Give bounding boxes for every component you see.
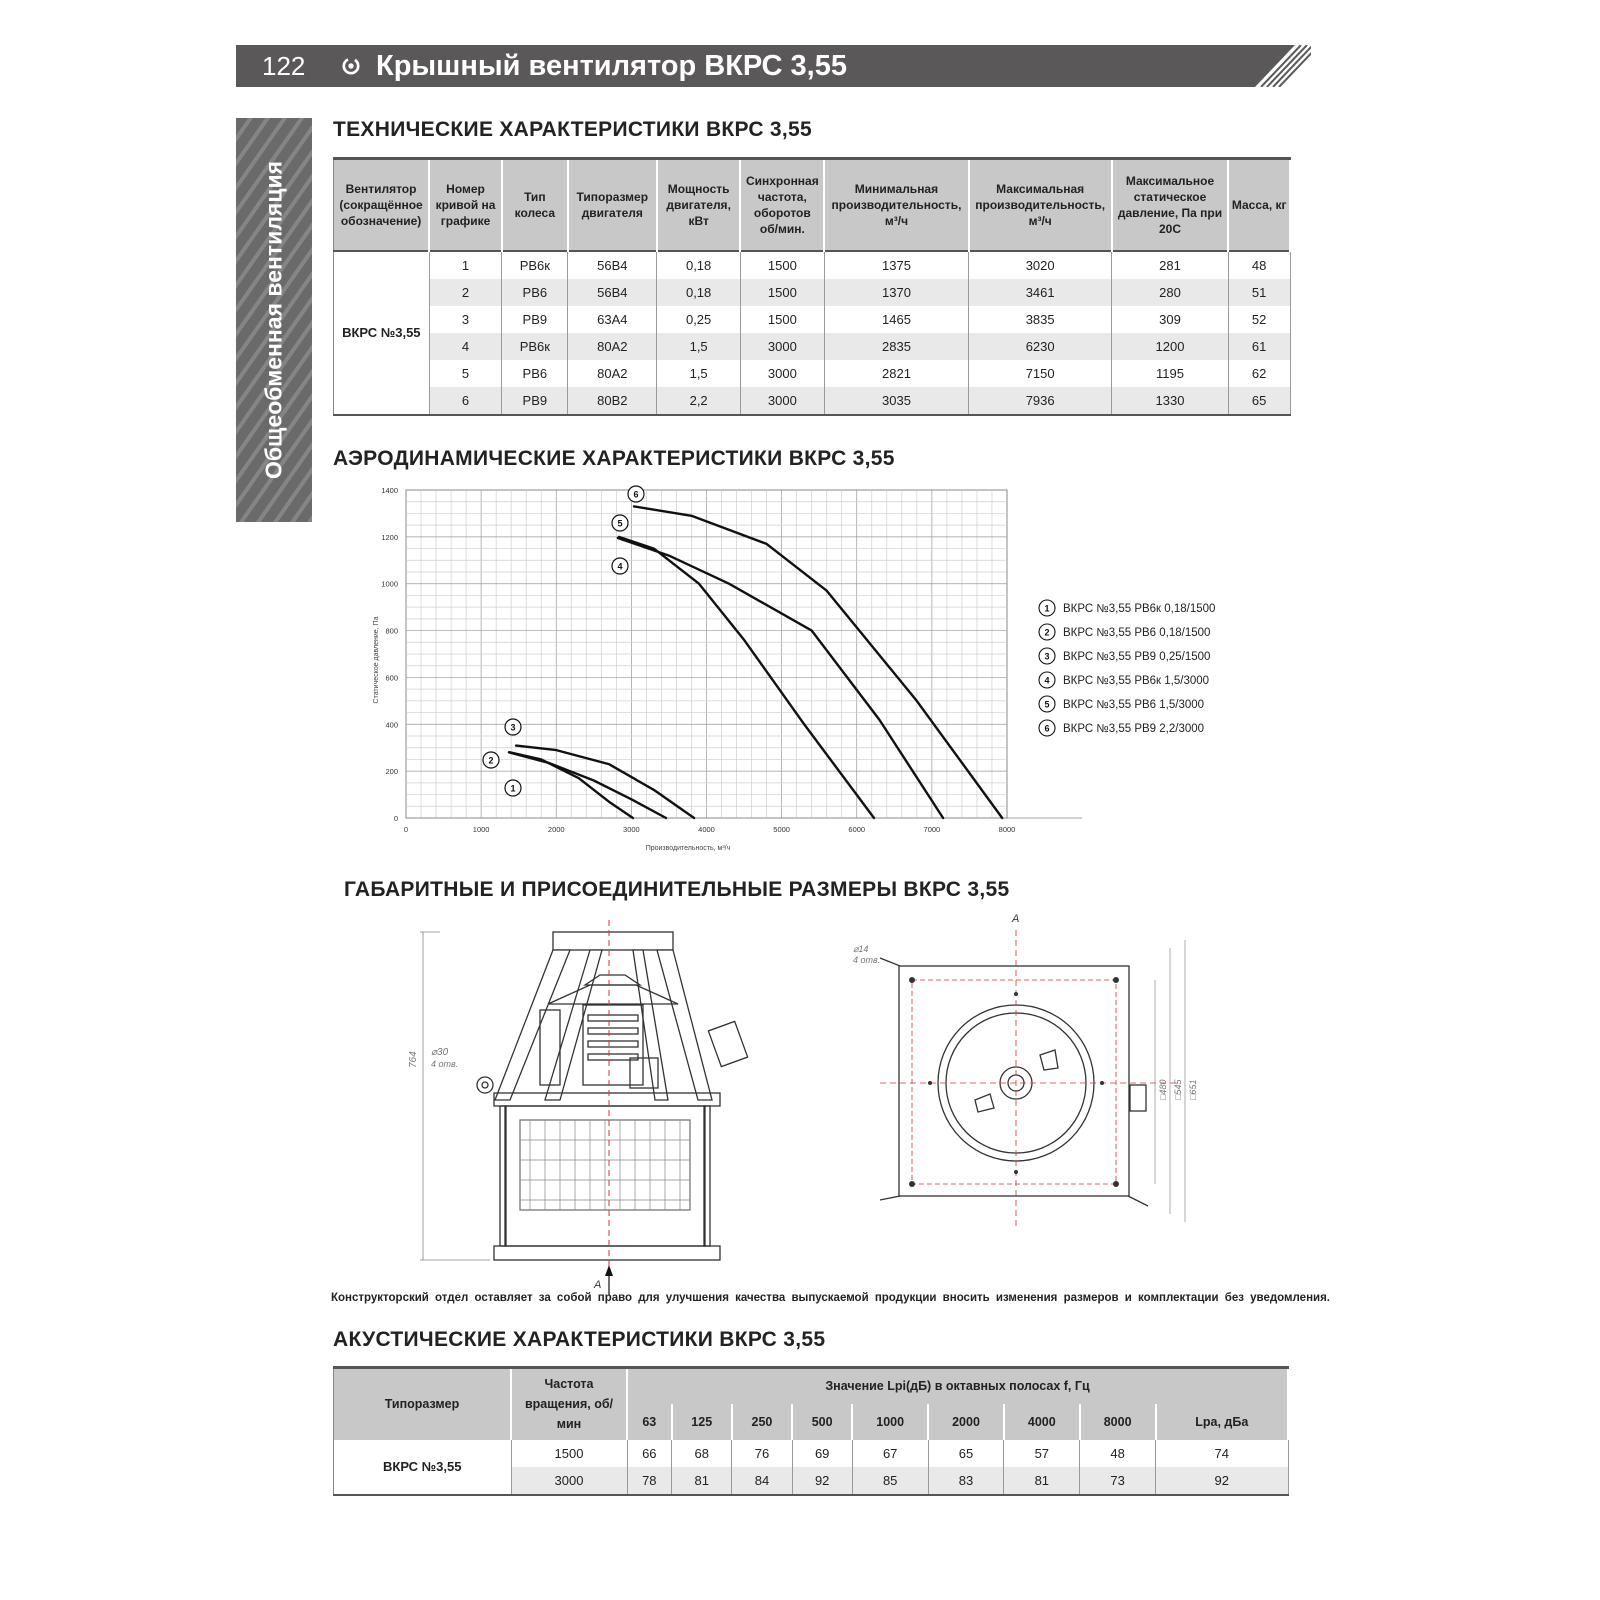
- aero-heading: АЭРОДИНАМИЧЕСКИЕ ХАРАКТЕРИСТИКИ ВКРС 3,55: [333, 447, 895, 470]
- table-cell: РВ6к: [502, 251, 568, 279]
- y-tick-label: 1400: [381, 486, 398, 495]
- table-cell: 63А4: [568, 306, 657, 333]
- table-cell: 309: [1112, 306, 1229, 333]
- table-cell: 51: [1228, 279, 1290, 306]
- table-cell: РВ6к: [502, 333, 568, 360]
- table-cell: 80А2: [568, 333, 657, 360]
- table-cell: 3835: [969, 306, 1112, 333]
- table-cell: 80В2: [568, 387, 657, 415]
- page-number: 122: [262, 51, 306, 81]
- tech-col-max-flow: Максимальная производительность, м³/ч: [969, 159, 1112, 252]
- tech-col-curve: Номер кривой на графике: [429, 159, 502, 252]
- legend-marker-label: 3: [1044, 651, 1050, 662]
- table-cell: 1500: [740, 306, 824, 333]
- curve-marker-label-4: 4: [617, 561, 623, 572]
- legend-item-label: ВКРС №3,55 РВ6к 0,18/1500: [1063, 603, 1216, 615]
- table-cell: 48: [1228, 251, 1290, 279]
- dim-480-label: □480: [1158, 1079, 1168, 1100]
- top-hole-label: ⌀14: [853, 944, 869, 954]
- band-header: 500: [792, 1404, 852, 1440]
- curve-marker-label-2: 2: [488, 755, 494, 766]
- table-cell: 1465: [824, 306, 968, 333]
- table-cell: 92: [1156, 1467, 1288, 1495]
- table-cell: 92: [792, 1467, 852, 1495]
- tech-col-min-flow: Минимальная производительность, м³/ч: [824, 159, 968, 252]
- tech-col-motor: Типоразмер двигателя: [568, 159, 657, 252]
- table-cell: 85: [852, 1467, 928, 1495]
- side-hole-label: ⌀30: [431, 1047, 449, 1058]
- table-cell: 80А2: [568, 360, 657, 387]
- table-cell: 3000: [740, 360, 824, 387]
- band-header: Lpa, дБа: [1156, 1404, 1288, 1440]
- table-cell: 7150: [969, 360, 1112, 387]
- y-tick-label: 0: [393, 814, 398, 823]
- x-tick-label: 0: [403, 825, 409, 834]
- band-header: 4000: [1004, 1404, 1080, 1440]
- table-cell: РВ6: [502, 279, 568, 306]
- x-tick-label: 3000: [623, 825, 640, 834]
- side-view-letter: А: [594, 1279, 602, 1291]
- band-header: 125: [672, 1404, 732, 1440]
- tech-heading: ТЕХНИЧЕСКИЕ ХАРАКТЕРИСТИКИ ВКРС 3,55: [333, 118, 813, 141]
- table-cell: РВ9: [502, 306, 568, 333]
- table-cell: 69: [792, 1440, 852, 1467]
- table-cell: 74: [1156, 1440, 1288, 1467]
- band-header: 2000: [928, 1404, 1004, 1440]
- table-cell: 0,18: [657, 279, 741, 306]
- band-header: 1000: [852, 1404, 928, 1440]
- x-tick-label: 7000: [923, 825, 941, 834]
- table-cell: 3461: [969, 279, 1112, 306]
- table-cell: 3020: [969, 251, 1112, 279]
- y-tick-label: 400: [385, 720, 398, 730]
- table-cell: 7936: [969, 387, 1112, 415]
- table-cell: 6230: [969, 333, 1112, 360]
- y-tick-label: 200: [385, 767, 398, 777]
- table-cell: 2835: [824, 333, 968, 360]
- legend-marker-label: 4: [1044, 675, 1050, 686]
- table-cell: 66: [627, 1440, 672, 1467]
- table-cell: 4: [429, 333, 502, 360]
- top-view-drawing: [880, 930, 1185, 1230]
- side-hole-count: 4 отв.: [431, 1059, 459, 1069]
- side-view-drawing: [420, 920, 748, 1295]
- table-cell: 0,25: [657, 306, 741, 333]
- top-hole-count: 4 отв.: [853, 955, 881, 965]
- legend-marker-label: 1: [1044, 603, 1050, 614]
- table-cell: 56В4: [568, 279, 657, 306]
- legend-item-label: ВКРС №3,55 РВ6к 1,5/3000: [1063, 675, 1210, 687]
- side-height-label: 764: [408, 1051, 419, 1068]
- table-cell: 56В4: [568, 251, 657, 279]
- tech-col-mass: Масса, кг: [1228, 159, 1290, 252]
- tech-col-power: Мощность двигателя, кВт: [657, 159, 741, 252]
- curve-marker-label-5: 5: [617, 518, 623, 529]
- x-tick-label: 4000: [698, 825, 715, 834]
- table-cell: 67: [852, 1440, 928, 1467]
- table-cell: 1: [429, 251, 502, 279]
- acoustic-table: [333, 1366, 1289, 1496]
- table-cell: 3000: [511, 1467, 627, 1495]
- table-cell: 2,2: [657, 387, 741, 415]
- disclaimer-note: Конструкторский отдел оставляет за собой право для улучшения качества выпускаемой продукции вносить изменения размеров и комплектации без уведомления.: [331, 1292, 1330, 1304]
- table-cell: 52: [1228, 306, 1290, 333]
- legend-marker-label: 6: [1044, 723, 1050, 734]
- table-cell: 65: [928, 1440, 1004, 1467]
- table-cell: 281: [1112, 251, 1229, 279]
- x-tick-label: 6000: [848, 825, 866, 834]
- top-view-letter: А: [1012, 913, 1020, 925]
- tech-col-fan: Вентилятор (сокращённое обозначение): [334, 159, 430, 252]
- band-header: 63: [627, 1404, 672, 1440]
- table-cell: 1200: [1112, 333, 1229, 360]
- table-cell: 2821: [824, 360, 968, 387]
- table-cell: 2: [429, 279, 502, 306]
- table-cell: 3000: [740, 333, 824, 360]
- tech-fan-name: ВКРС №3,55: [334, 251, 430, 415]
- dim-651-label: □651: [1188, 1079, 1198, 1100]
- curve-marker-label-3: 3: [510, 722, 516, 733]
- legend-item-label: ВКРС №3,55 РВ9 0,25/1500: [1063, 651, 1211, 663]
- x-tick-label: 1000: [472, 825, 490, 834]
- chart-ylabel: Статическое давление, Па: [373, 616, 380, 704]
- table-cell: 3000: [740, 387, 824, 415]
- tech-col-max-pressure: Максимальное статическое давление, Па при 20С: [1112, 159, 1229, 252]
- table-cell: 61: [1228, 333, 1290, 360]
- y-tick-label: 800: [385, 626, 398, 636]
- table-cell: 1,5: [657, 333, 741, 360]
- band-header: 250: [732, 1404, 792, 1440]
- table-cell: 81: [672, 1467, 732, 1495]
- table-cell: 1370: [824, 279, 968, 306]
- side-tab-label: Общеобменная вентиляция: [260, 160, 287, 480]
- table-cell: 1330: [1112, 387, 1229, 415]
- acoustic-fan-name: ВКРС №3,55: [334, 1440, 512, 1495]
- table-cell: 1500: [740, 279, 824, 306]
- curve-marker-label-1: 1: [510, 783, 516, 794]
- tech-col-wheel: Тип колеса: [502, 159, 568, 252]
- band-header: 8000: [1080, 1404, 1156, 1440]
- top-view-holes: [909, 977, 1119, 1187]
- acoustic-col-size: Типоразмер: [334, 1368, 512, 1440]
- legend-marker-label: 2: [1044, 627, 1050, 638]
- legend-item-label: ВКРС №3,55 РВ9 2,2/3000: [1063, 723, 1205, 735]
- dims-heading: ГАБАРИТНЫЕ И ПРИСОЕДИНИТЕЛЬНЫЕ РАЗМЕРЫ ВКРС 3,55: [344, 878, 1010, 901]
- legend-item-label: ВКРС №3,55 РВ6 1,5/3000: [1063, 699, 1205, 711]
- acoustic-col-bands: Значение Lpi(дБ) в октавных полосах f, Гц: [627, 1368, 1288, 1404]
- acoustic-col-speed: Частота вращения, об/мин: [511, 1368, 627, 1440]
- legend-marker-label: 5: [1044, 699, 1050, 710]
- table-cell: 1500: [511, 1440, 627, 1467]
- tech-col-rpm: Синхронная частота, оборотов об/мин.: [740, 159, 824, 252]
- table-cell: 78: [627, 1467, 672, 1495]
- curve-marker-label-6: 6: [633, 489, 639, 500]
- table-cell: 76: [732, 1440, 792, 1467]
- x-tick-label: 2000: [547, 825, 565, 834]
- table-cell: 5: [429, 360, 502, 387]
- x-tick-label: 5000: [773, 825, 790, 834]
- y-tick-label: 600: [385, 673, 398, 683]
- table-cell: 62: [1228, 360, 1290, 387]
- table-cell: 65: [1228, 387, 1290, 415]
- table-cell: 3035: [824, 387, 968, 415]
- table-cell: 0,18: [657, 251, 741, 279]
- table-cell: 73: [1080, 1467, 1156, 1495]
- table-cell: 3: [429, 306, 502, 333]
- table-cell: 83: [928, 1467, 1004, 1495]
- table-cell: 1500: [740, 251, 824, 279]
- table-cell: 81: [1004, 1467, 1080, 1495]
- table-cell: 48: [1080, 1440, 1156, 1467]
- table-cell: 84: [732, 1467, 792, 1495]
- page-title: Крышный вентилятор ВКРС 3,55: [376, 50, 847, 82]
- table-cell: РВ9: [502, 387, 568, 415]
- table-cell: 1375: [824, 251, 968, 279]
- table-cell: 57: [1004, 1440, 1080, 1467]
- x-tick-label: 8000: [998, 825, 1016, 834]
- table-cell: 280: [1112, 279, 1229, 306]
- y-tick-label: 1000: [381, 579, 398, 589]
- acoustic-heading: АКУСТИЧЕСКИЕ ХАРАКТЕРИСТИКИ ВКРС 3,55: [333, 1328, 826, 1351]
- y-tick-label: 1200: [381, 532, 398, 542]
- dim-545-label: □545: [1173, 1079, 1183, 1100]
- chart-xlabel: Производительность, м³/ч: [645, 845, 731, 852]
- table-cell: 6: [429, 387, 502, 415]
- table-cell: 1195: [1112, 360, 1229, 387]
- table-cell: 68: [672, 1440, 732, 1467]
- table-cell: РВ6: [502, 360, 568, 387]
- table-row: [334, 1440, 1289, 1467]
- table-cell: 1,5: [657, 360, 741, 387]
- legend-item-label: ВКРС №3,55 РВ6 0,18/1500: [1063, 627, 1211, 639]
